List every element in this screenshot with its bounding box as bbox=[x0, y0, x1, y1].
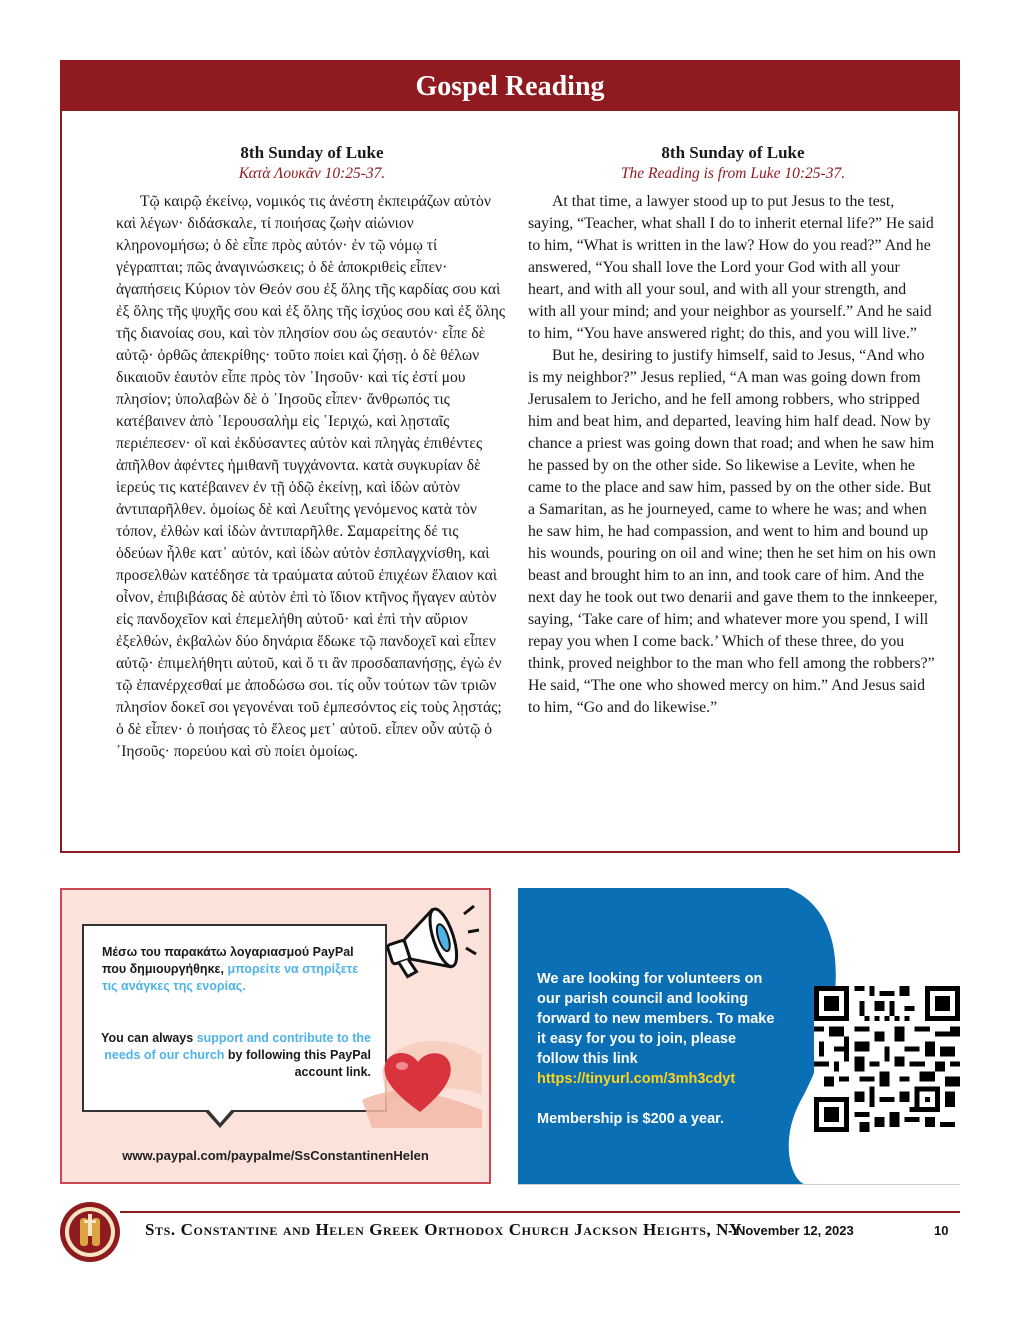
gospel-reading-section bbox=[60, 60, 960, 853]
english-title: 8th Sunday of Luke bbox=[661, 143, 805, 162]
english-subtitle: The Reading is from Luke 10:25-37. bbox=[620, 165, 846, 182]
qr-code[interactable] bbox=[814, 986, 960, 1132]
greek-title: 8th Sunday of Luke bbox=[240, 143, 384, 162]
paypal-link[interactable]: www.paypal.com/paypalme/SsConstantinenHelen bbox=[122, 1148, 429, 1163]
speech-bubble bbox=[82, 924, 387, 1112]
volunteer-text-block bbox=[537, 969, 777, 1129]
volunteer-ad bbox=[518, 888, 960, 1185]
paypal-greek-highlight: μπορείτε να στηρίξετε τις ανάγκες της ενορίας. bbox=[102, 962, 359, 993]
english-paragraph-2: But he, desiring to justify himself, said to Jesus, “And who is my neighbor?” Jesus replied, “A man was going down from Jerusalem to Jericho, and he fell among robbers, who stripped him and beat him, and departed, leaving him half dead. Now by chance a priest was going down that road; and when he saw him he passed by on the other side. So likewise a Levite, when he came to the place and saw him, passed by on the other side. But a Samaritan, as he journeyed, came to where he was; and when he saw him, he had compassion, and went to him and bound up his wounds, pouring on oil and wine; then he set him on his own beast and brought him to an inn, and took care of him. And the next day he took out two denarii and gave them to the innkeeper, saying, ‘Take care of him; and whatever more you spend, I will repay you when I come back.’ Which of these three, do you think, proved neighbor to the man who fell among the robbers?” He said, “The one who showed mercy on him.” And Jesus said to him, “Go and do likewise.” bbox=[528, 347, 938, 716]
english-column bbox=[528, 142, 938, 719]
greek-subtitle: Κατὰ Λουκᾶν 10:25-37. bbox=[238, 165, 386, 182]
paypal-greek-plain: Μέσω του παρακάτω λογαριασμού PayPal που δημιουργήθηκε, bbox=[102, 945, 354, 976]
greek-column bbox=[116, 142, 508, 763]
gospel-header: Gospel Reading bbox=[62, 62, 958, 111]
paypal-greek-text bbox=[102, 944, 372, 995]
heart-icon bbox=[352, 1000, 487, 1130]
membership-fee: Membership is $200 a year. bbox=[537, 1111, 724, 1127]
megaphone-icon bbox=[380, 902, 480, 982]
paypal-english-text bbox=[81, 1030, 371, 1081]
volunteer-link[interactable]: https://tinyurl.com/3mh3cdyt bbox=[537, 1071, 736, 1087]
footer-rule bbox=[120, 1211, 960, 1213]
greek-text: Τῷ καιρῷ ἐκείνῳ, νομικός τις ἀνέστη ἐκπειράζων αὐτὸν καὶ λέγων· διδάσκαλε, τί ποιήσας ζωὴν αἰώνιον κληρονομήσω; ὁ δὲ εἶπε πρὸς αὐτόν· ἐν τῷ νόμῳ τί γέγραπται; πῶς ἀναγινώσκεις; ὁ δὲ ἀποκριθεὶς εἶπεν· ἀγαπήσεις Κύριον τὸν Θεόν σου ἐξ ὅλης τῆς καρδίας σου καὶ ἐξ ὅλης τῆς ψυχῆς σου καὶ ἐξ ὅλης τῆς ἰσχύος σου καὶ ἐξ ὅλης τῆς διανοίας σου, καὶ τὸν πλησίον σου ὡς σεαυτόν· εἶπε δὲ αὐτῷ· ὀρθῶς ἀπεκρίθης· τοῦτο ποίει καὶ ζήσῃ. ὁ δὲ θέλων δικαιοῦν ἑαυτὸν εἶπε πρὸς τὸν ᾿Ιησοῦν· καὶ τίς ἐστί μου πλησίον; ὑπολαβὼν δὲ ὁ ᾿Ιησοῦς εἶπεν· ἄνθρωπός τις κατέβαινεν ἀπὸ ῾Ιερουσαλὴμ εἰς ῾Ιεριχώ, καὶ λῃσταῖς περιέπεσεν· οἳ καὶ ἐκδύσαντες αὐτὸν καὶ πληγὰς ἐπιθέντες ἀπῆλθον ἀφέντες ἡμιθανῆ τυγχάνοντα. κατὰ συγκυρίαν δὲ ἱερεύς τις κατέβαινεν ἐν τῇ ὁδῷ ἐκείνῃ, καὶ ἰδὼν αὐτὸν ἀντιπαρῆλθεν. ὁμοίως δὲ καὶ Λευΐτης γενόμενος κατὰ τὸν τόπον, ἐλθὼν καὶ ἰδὼν ἀντιπαρῆλθε. Σαμαρείτης δέ τις ὁδεύων ἦλθε κατ᾿ αὐτόν, καὶ ἰδὼν αὐτὸν ἐσπλαγχνίσθη, καὶ προσελθὼν κατέδησε τὰ τραύματα αὐτοῦ ἐπιχέων ἔλαιον καὶ οἶνον, ἐπιβιβάσας δὲ αὐτὸν ἐπὶ τὸ ἴδιον κτῆνος ἤγαγεν αὐτὸν εἰς πανδοχεῖον καὶ ἐπεμελήθη αὐτοῦ· καὶ ἐπὶ τὴν αὔριον ἐξελθών, ἐκβαλὼν δύο δηνάρια ἔδωκε τῷ πανδοχεῖ καὶ εἶπεν αὐτῷ· ἐπιμελήθητι αὐτοῦ, καὶ ὅ τι ἂν προσδαπανήσῃς, ἐγὼ ἐν τῷ ἐπανέρχεσθαί με ἀποδώσω σοι. τίς οὖν τούτων τῶν τριῶν πλησίον δοκεῖ σοι γεγονέναι τοῦ ἐμπεσόντος εἰς τοὺς λῃστάς; ὁ δὲ εἶπεν· ὁ ποιήσας τὸ ἔλεος μετ᾿ αὐτοῦ. εἶπεν οὖν αὐτῷ ὁ ᾿Ιησοῦς· πορεύου καὶ σὺ ποίει ὁμοίως. bbox=[116, 193, 505, 760]
church-seal-logo bbox=[58, 1200, 122, 1264]
paypal-en-highlight: support and contribute to the needs of our church bbox=[104, 1031, 371, 1062]
paypal-en-plain-2: by following this PayPal account link. bbox=[227, 1048, 371, 1079]
footer-church-name: Sts. Constantine and Helen Greek Orthodox Church Jackson Heights, NY bbox=[145, 1220, 742, 1239]
footer-date: - November 12, 2023 bbox=[728, 1223, 854, 1238]
bubble-tail-inner bbox=[207, 1108, 233, 1123]
paypal-ad bbox=[60, 888, 491, 1184]
page-number: 10 bbox=[934, 1223, 949, 1238]
paypal-en-plain-1: You can always bbox=[101, 1031, 194, 1045]
english-paragraph-1: At that time, a lawyer stood up to put Jesus to the test, saying, “Teacher, what shall I do to inherit eternal life?” He said to him, “What is written in the law? How do you read?” And he answered, “You shall love the Lord your God with all your heart, and with all your soul, and with all your strength, and with all your mind; and your neighbor as yourself.” And he said to him, “You have answered right; do this, and you will live.” bbox=[528, 193, 934, 342]
volunteer-message: We are looking for volunteers on our parish council and looking forward to new members. To make it easy for you to join, please follow this link bbox=[537, 971, 775, 1067]
